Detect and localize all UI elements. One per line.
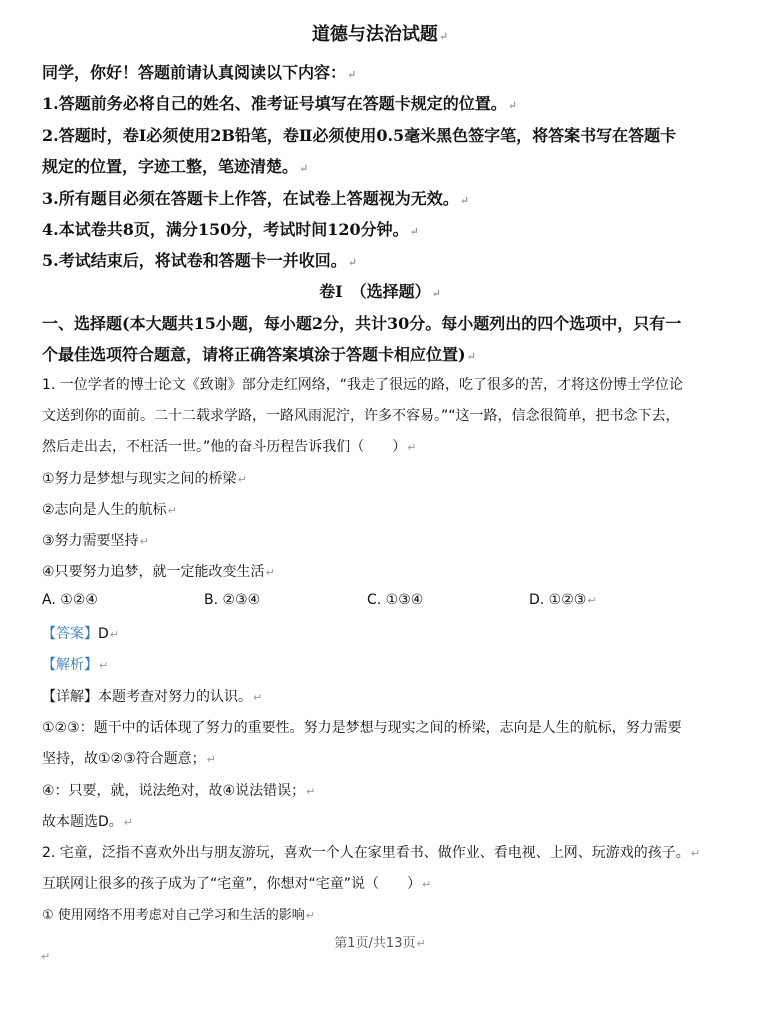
question-2-stem: 互联网让很多的孩子成为了“宅童”，你想对“宅童”说（ ）↵ [42,876,432,892]
page-footer: 第1页/共13页↵ [334,936,426,951]
instruction-item: 2.答题时，卷Ⅰ必须使用2B铅笔，卷Ⅱ必须使用0.5毫米黑色签字笔，将答案书写在答题卡 [42,126,677,145]
detail-line: 【详解】本题考查对努力的认识。↵ [42,689,263,705]
option-d: D. ①②③↵ [529,592,597,608]
statement-3: ③努力需要坚持↵ [42,533,149,549]
analysis-line: 【解析】↵ [42,657,109,673]
page-title: 道德与法治试题↵ [311,24,449,45]
question-2-stem: 2. 宅童，泛指不喜欢外出与朋友游玩，喜欢一个人在家里看书、做作业、看电视、上网、玩游戏的孩子。↵ [42,845,701,861]
instruction-item: 5.考试结束后，将试卷和答题卡一并收回。↵ [42,251,357,270]
option-b: B. ②③④ [204,592,261,608]
statement-2: ②志向是人生的航标↵ [42,502,177,518]
instruction-item: 4.本试卷共8页，满分150分，考试时间120分钟。↵ [42,220,419,239]
section-description: 一、选择题(本大题共15小题，每小题2分，共计30分。每小题列出的四个选项中，只有一 [42,314,682,333]
explanation-line: 故本题选D。↵ [42,814,133,830]
question-2-statement-1: ① 使用网络不用考虑对自己学习和生活的影响↵ [42,908,316,923]
explanation-line: ①②③：题干中的话体现了努力的重要性。努力是梦想与现实之间的桥梁，志向是人生的航标，努力需要 [42,720,682,736]
option-c: C. ①③④ [367,592,424,608]
instruction-item: 规定的位置，字迹工整，笔迹清楚。↵ [42,157,309,176]
answer-line: 【答案】D↵ [42,626,119,642]
answer-tag: 【答案】 [42,626,98,642]
instruction-item: 3.所有题目必须在答题卡上作答，在试卷上答题视为无效。↵ [42,189,469,208]
statement-4: ④只要努力追梦，就一定能改变生活↵ [42,564,275,580]
answer-value: D [98,626,109,642]
question-1-stem: 文送到你的面前。二十二载求学路，一路风雨泥泞，许多不容易。”“这一路，信念很简单，把书念下去， [42,408,680,424]
instruction-item: 1.答题前务必将自己的姓名、准考证号填写在答题卡规定的位置。↵ [42,94,517,113]
instructions-intro: 同学，你好！答题前请认真阅读以下内容：↵ [42,63,357,82]
trailing-paragraph-mark: ↵ [41,950,51,963]
analysis-tag: 【解析】 [42,657,98,673]
explanation-line: ④：只要，就，说法绝对，故④说法错误；↵ [42,783,316,799]
explanation-line: 坚持，故①②③符合题意；↵ [42,751,216,767]
question-1-stem: 1. 一位学者的博士论文《致谢》部分走红网络，“我走了很远的路，吃了很多的苦，才将这份博士学位论 [42,377,684,393]
section-heading: 卷Ⅰ （选择题）↵ [319,282,441,301]
statement-1: ①努力是梦想与现实之间的桥梁↵ [42,471,247,487]
option-a: A. ①②④ [42,592,98,608]
paragraph-mark: ↵ [438,30,449,43]
section-description: 个最佳选项符合题意，请将正确答案填涂于答题卡相应位置)↵ [42,345,476,364]
question-1-stem: 然后走出去，不枉活一世。”他的奋斗历程告诉我们（ ）↵ [42,439,417,455]
